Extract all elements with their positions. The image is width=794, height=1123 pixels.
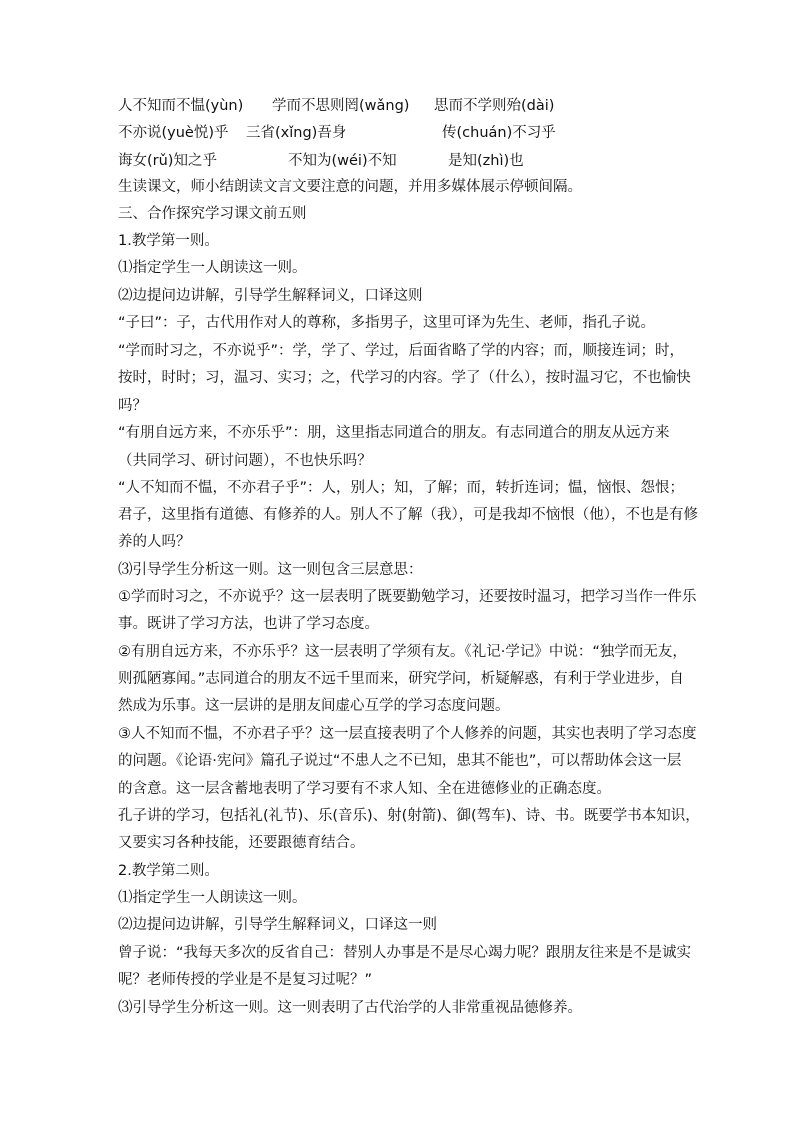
pinyin-item: 是知(zhì)也: [448, 153, 524, 169]
body-line: 君子，这里指有道德、有修养的人。别人不了解（我），可是我却不恼恨（他），不也是有修: [118, 507, 698, 523]
body-line: 又要实习各种技能，还要跟德育结合。: [118, 835, 365, 851]
body-line: 的问题。《论语·宪问》篇孔子说过“不患人之不已知，患其不能也”，可以帮助体会这一层: [118, 753, 682, 769]
pinyin-item: 诲女(rǔ)知之乎: [118, 153, 217, 169]
body-line: 事。既讲了学习方法，也讲了学习态度。: [118, 616, 379, 632]
body-line: ⑵边提问边讲解，引导学生解释词义，口译这一则: [118, 917, 437, 933]
sub-heading: 1.教学第一则。: [118, 233, 219, 249]
pinyin-item: 传(chuán)不习乎: [442, 125, 556, 141]
pinyin-item: 思而不学则殆(dài): [434, 98, 555, 114]
body-line: 按时，时时；习，温习、实习；之，代学习的内容。学了（什么），按时温习它，不也愉快: [118, 370, 691, 386]
body-line: 则孤陋寡闻。”志同道合的朋友不远千里而来，研究学问，析疑解惑，有利于学业进步，自: [118, 671, 684, 687]
body-line: 孔子讲的学习，包括礼(礼节)、乐(音乐)、射(射箭)、御(驾车)、诗、书。既要学书本知识，: [118, 808, 700, 824]
body-line: ⑶引导学生分析这一则。这一则包含三层意思：: [118, 562, 423, 578]
pinyin-item: 不知为(wéi)不知: [288, 153, 397, 169]
section-heading: 三、合作探究学习课文前五则: [118, 206, 307, 222]
body-line: （共同学习、研讨问题），不也快乐吗？: [118, 453, 372, 469]
pinyin-item: 不亦说(yuè悦)乎: [118, 125, 229, 141]
body-line: “人不知而不愠，不亦君子乎”：人，别人；知，了解；而，转折连词；愠，恼恨、怨恨；: [118, 480, 685, 496]
body-line: “有朋自远方来，不亦乐乎”：朋，这里指志同道合的朋友。有志同道合的朋友从远方来: [118, 425, 670, 441]
body-line: ⑶引导学生分析这一则。这一则表明了古代治学的人非常重视品德修养。: [118, 1000, 582, 1016]
body-line: “学而时习之，不亦说乎”：学，学了、学过，后面省略了学的内容；而，顺接连词；时，: [118, 343, 685, 359]
body-line: ②有朋自远方来，不亦乐乎？这一层表明了学须有友。《礼记·学记》中说：“独学而无友，: [118, 644, 687, 660]
pinyin-item: 学而不思则罔(wǎng): [272, 98, 410, 114]
body-line: ⑴指定学生一人朗读这一则。: [118, 890, 307, 906]
body-line: “子曰”：子，古代用作对人的尊称，多指男子，这里可译为先生、老师，指孔子说。: [118, 315, 656, 331]
body-line: 然成为乐事。这一层讲的是朋友间虚心互学的学习态度问题。: [118, 698, 510, 714]
pinyin-item: 人不知而不愠(yùn): [118, 98, 244, 114]
body-line: 曾子说：“我每天多次的反省自己：替别人办事是不是尽心竭力呢？跟朋友往来是不是诚实: [118, 945, 692, 961]
body-line: 养的人吗？: [118, 534, 191, 550]
body-line: ⑴指定学生一人朗读这一则。: [118, 260, 307, 276]
body-line: 生读课文，师小结朗读文言文要注意的问题，并用多媒体展示停顿间隔。: [118, 179, 582, 195]
body-line: ③人不知而不愠，不亦君子乎？这一层直接表明了个人修养的问题，其实也表明了学习态度: [118, 726, 697, 742]
sub-heading: 2.教学第二则。: [118, 863, 219, 879]
body-line: 的含意。这一层含蓄地表明了学习要有不求人知、全在进德修业的正确态度。: [118, 781, 611, 797]
body-line: 吗？: [118, 398, 147, 414]
pinyin-item: 三省(xǐng)吾身: [246, 125, 347, 141]
body-line: ①学而时习之，不亦说乎？这一层表明了既要勤勉学习，还要按时温习，把学习当作一件乐: [118, 589, 697, 605]
body-line: ⑵边提问边讲解，引导学生解释词义，口译这则: [118, 288, 423, 304]
body-line: 呢？老师传授的学业是不是复习过呢？”: [118, 972, 373, 988]
